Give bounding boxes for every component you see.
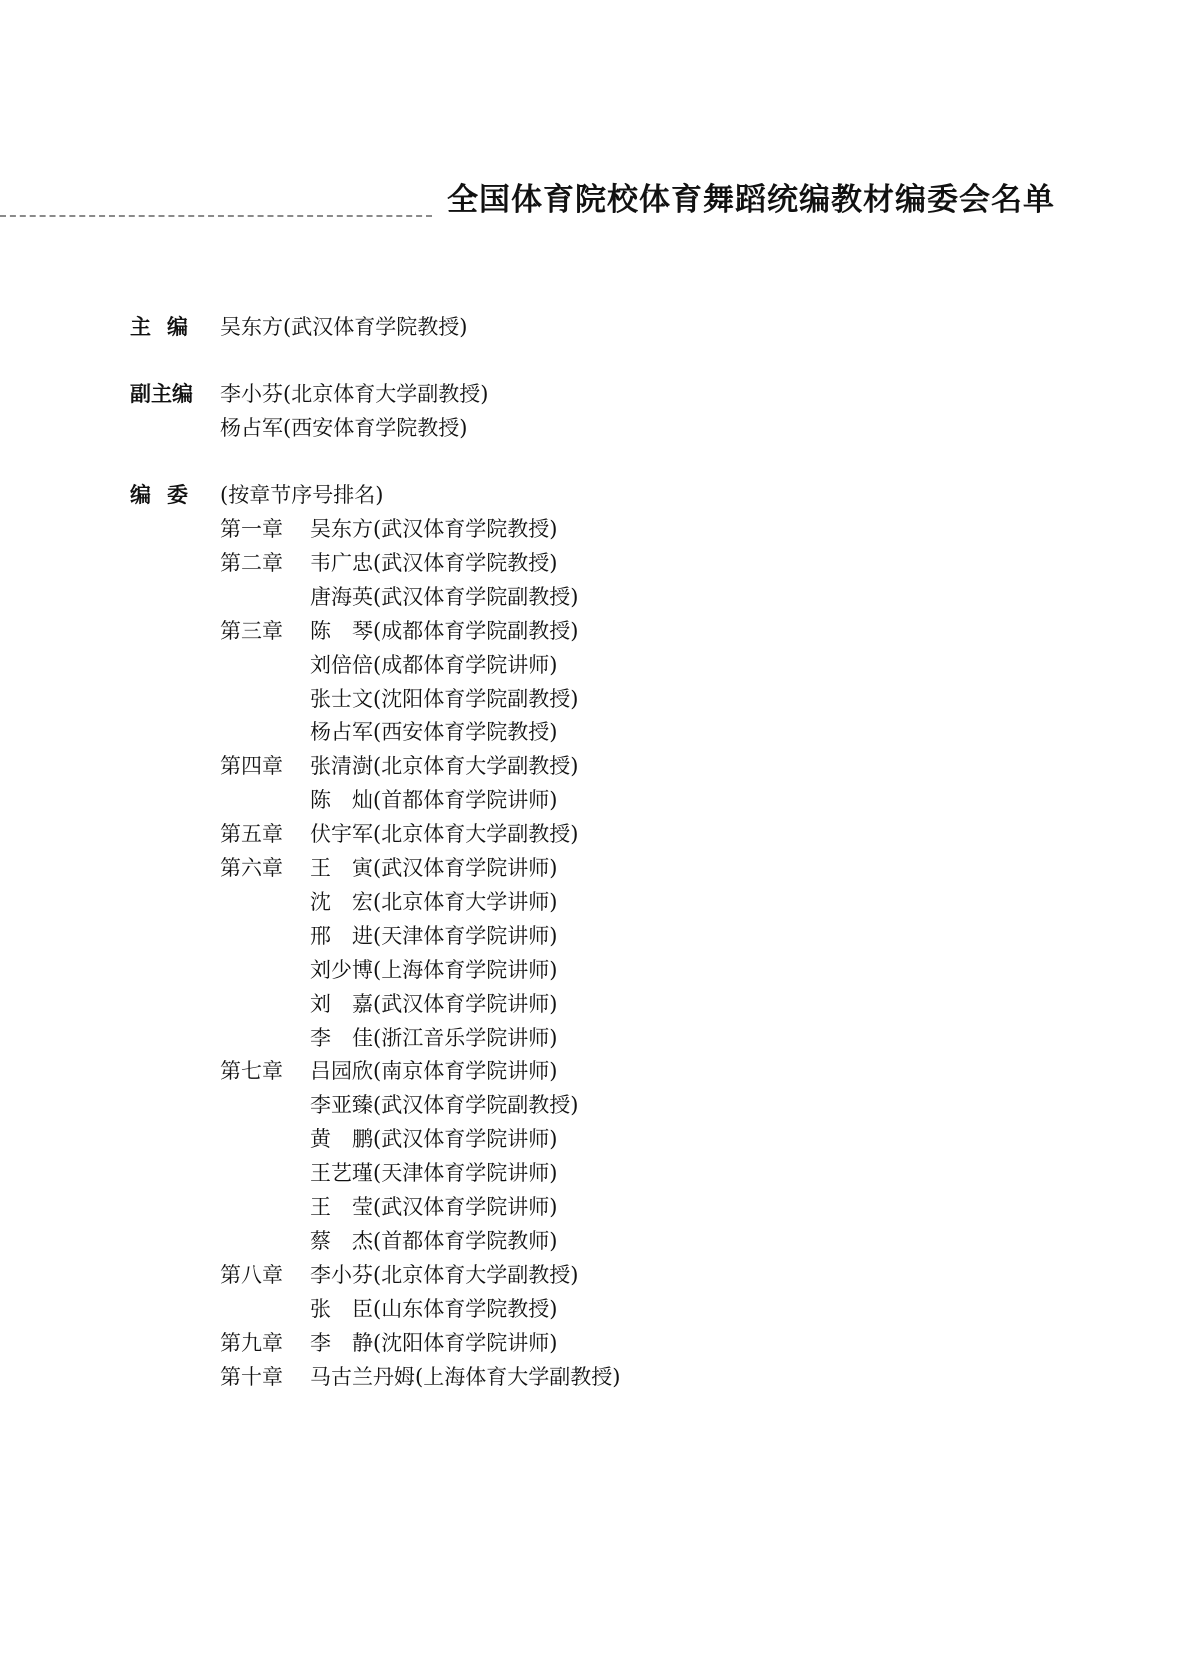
chapter-label: 第十章 (220, 1365, 283, 1389)
committee-label: 编委 (130, 483, 204, 507)
member-entry: 沈 宏(北京体育大学讲师) (310, 890, 558, 914)
member-entry: 邢 进(天津体育学院讲师) (310, 924, 558, 948)
member-entry: 伏宇军(北京体育大学副教授) (310, 822, 579, 846)
member-entry: 吴东方(武汉体育学院教授) (310, 517, 558, 541)
member-entry: 陈 琴(成都体育学院副教授) (310, 619, 579, 643)
member-entry: 刘少博(上海体育学院讲师) (310, 958, 558, 982)
member-entry: 杨占军(西安体育学院教授) (310, 720, 558, 744)
chief-editor-entry: 吴东方(武汉体育学院教授) (220, 315, 468, 339)
member-entry: 王艺瑾(天津体育学院讲师) (310, 1161, 558, 1185)
member-entry: 张清澍(北京体育大学副教授) (310, 754, 579, 778)
member-entry: 刘 嘉(武汉体育学院讲师) (310, 992, 558, 1016)
member-entry: 张士文(沈阳体育学院副教授) (310, 687, 579, 711)
member-entry: 李 静(沈阳体育学院讲师) (310, 1331, 558, 1355)
chapter-label: 第四章 (220, 754, 283, 778)
member-entry: 李小芬(北京体育大学副教授) (310, 1263, 579, 1287)
chapter-label: 第三章 (220, 619, 283, 643)
chapter-label: 第九章 (220, 1331, 283, 1355)
deputy-editor-entry: 杨占军(西安体育学院教授) (220, 416, 468, 440)
member-entry: 唐海英(武汉体育学院副教授) (310, 585, 579, 609)
chapter-label: 第五章 (220, 822, 283, 846)
chapter-label: 第一章 (220, 517, 283, 541)
chief-editor-label: 主编 (130, 315, 204, 339)
chapter-label: 第二章 (220, 551, 283, 575)
chapter-label: 第八章 (220, 1263, 283, 1287)
member-entry: 黄 鹏(武汉体育学院讲师) (310, 1127, 558, 1151)
member-entry: 韦广忠(武汉体育学院教授) (310, 551, 558, 575)
header-dashed-rule (0, 215, 432, 217)
member-entry: 陈 灿(首都体育学院讲师) (310, 788, 558, 812)
chapter-label: 第六章 (220, 856, 283, 880)
member-entry: 张 臣(山东体育学院教授) (310, 1297, 558, 1321)
deputy-editor-entry: 李小芬(北京体育大学副教授) (220, 382, 489, 406)
member-entry: 王 寅(武汉体育学院讲师) (310, 856, 558, 880)
committee-order-note: (按章节序号排名) (220, 483, 384, 507)
deputy-editor-label: 副主编 (130, 382, 193, 406)
member-entry: 李亚臻(武汉体育学院副教授) (310, 1093, 579, 1117)
member-entry: 李 佳(浙江音乐学院讲师) (310, 1026, 558, 1050)
member-entry: 王 莹(武汉体育学院讲师) (310, 1195, 558, 1219)
member-entry: 蔡 杰(首都体育学院教师) (310, 1229, 558, 1253)
member-entry: 马古兰丹姆(上海体育大学副教授) (310, 1365, 621, 1389)
chapter-label: 第七章 (220, 1059, 283, 1083)
member-entry: 吕园欣(南京体育学院讲师) (310, 1059, 558, 1083)
member-entry: 刘倍倍(成都体育学院讲师) (310, 653, 558, 677)
page-title: 全国体育院校体育舞蹈统编教材编委会名单 (447, 182, 1055, 218)
